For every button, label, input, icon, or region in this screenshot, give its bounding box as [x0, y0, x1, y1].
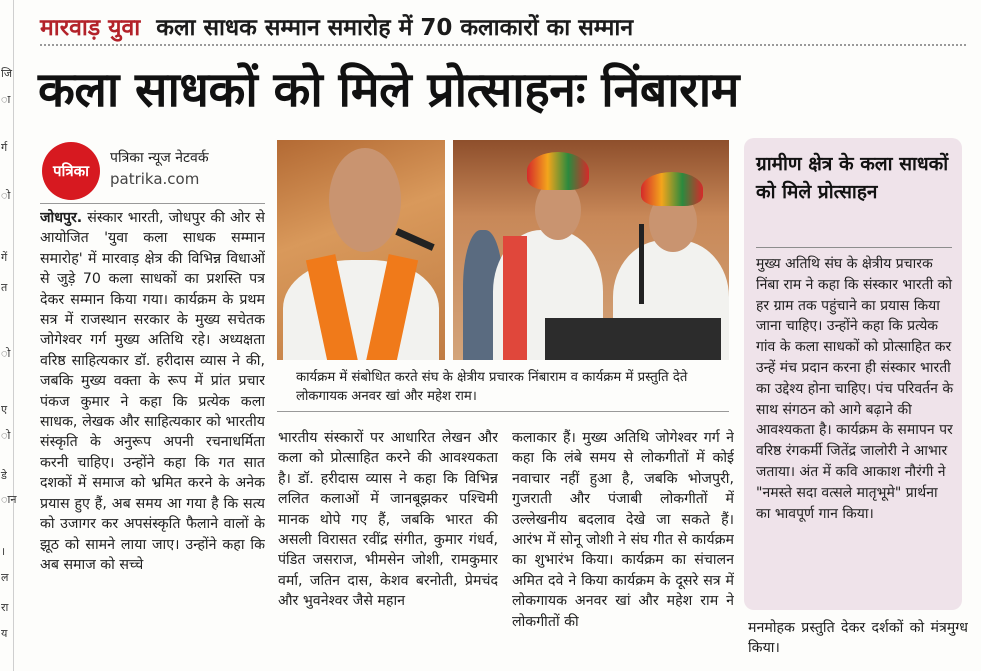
gutter-fragment: जि: [1, 67, 13, 80]
article-column-4: मनमोहक प्रस्तुति देकर दर्शकों को मंत्रमुग्ध किया।: [748, 620, 968, 657]
caption-divider: [277, 411, 729, 412]
sidebar-divider: [756, 247, 952, 248]
article-column-3: कलाकार हैं। मुख्य अतिथि जोगेश्वर गर्ग ने कहा कि लंबे समय से लोकगीतों में कोई नवाचार नहीं हुआ है, जबकि भोजपुरी, गुजराती और पंजाबी लोकगीतों में उल्लेखनीय बदलाव देखे जा सकते हैं। आरंभ में सोनू जोशी ने संघ गीत से कार्यक्रम का शुभारंभ किया। कार्यक्रम का संचालन अमित दवे ने किया कार्यक्रम के दूसरे सत्र में लोकगायक अनवर खां और महेश राम ने लोकगीतों की: [512, 430, 734, 630]
kicker-headline: [40, 10, 970, 44]
gutter-fragment: रा: [1, 601, 9, 614]
gutter-fragment: गें: [1, 251, 8, 264]
dateline: जोधपुर.: [40, 210, 83, 226]
sidebar-text: मुख्य अतिथि संघ के क्षेत्रीय प्रचारक निंबा राम ने कहा कि संस्कार भारती को हर ग्राम तक पहुंचाने का प्रयास किया जाना चाहिए। उन्होंने कहा कि प्रत्येक गांव के कला साधकों को प्रोत्साहित कर उन्हें मंच प्रदान करना ही संस्कार भारती का उद्देश्य होना चाहिए। पंच परिवर्तन के साथ संगठन को आगे बढ़ाने की आवश्यकता है। कार्यक्रम के समापन पर वरिष्ठ रंगकर्मी जितेंद्र जालोरी ने आभार जताया। अंत में कवि आकाश नौरंगी ने "नमस्ते सदा वत्सले मातृभूमे" प्रार्थना का भावपूर्ण गान किया।: [756, 256, 954, 522]
gutter-fragment: ो: [1, 429, 11, 442]
microphone: [395, 228, 434, 251]
microphone-stand: [639, 224, 644, 304]
photo-caption: कार्यक्रम में संबोधित करते संघ के क्षेत्रीय प्रचारक निंबाराम व कार्यक्रम में प्रस्तुति देते लोकगायक अनवर खां और महेश राम।: [296, 370, 688, 404]
kicker-text: कला साधक सम्मान समारोह में 70 कलाकारों का सम्मान: [156, 15, 634, 41]
gutter-fragment: ो: [1, 347, 11, 360]
sidebar-title: ग्रामीण क्षेत्र के कला साधकों को मिले प्रोत्साहन: [756, 153, 949, 203]
main-headline: कला साधकों को मिले प्रोत्साहनः निंबाराम: [38, 62, 739, 118]
article-column-1: [40, 208, 265, 670]
folk-singers-photo: [453, 140, 729, 360]
singer-turban: [527, 152, 589, 190]
gutter-fragment: य: [1, 627, 8, 640]
gutter-fragment: ा: [1, 93, 11, 106]
dotted-divider: [40, 44, 966, 46]
singer-shawl: [503, 236, 527, 360]
gutter-fragment: ।: [1, 545, 6, 558]
previous-article-edge: [0, 0, 17, 671]
column-text: संस्कार भारती, जोधपुर की ओर से आयोजित 'युवा कला साधक सम्मान समारोह' में मारवाड़ क्षेत्र की विभिन्न विधाओं से जुड़े 70 कला साधकों का प्रशस्ति पत्र देकर सम्मान किया गया। कार्यक्रम के प्रथम सत्र में राजस्थान सरकार के मुख्य सचेतक जोगेश्वर गर्ग मुख्य अतिथि रहे। अध्यक्षता वरिष्ठ साहित्यकार डॉ. हरीदास व्यास ने की, जबकि मुख्य वक्ता के रूप में प्रांत प्रचार पंकज कुमार ने कहा कि प्रत्येक कला साधक, लेखक और साहित्यकार को भारतीय संस्कृति के अनुरूप अपनी रचनाधर्मिता करनी चाहिए। उन्होंने कहा कि गत सात दशकों में समाज को भ्रमित करने के अनेक प्रयास हुए हैं, अब समय आ गया है कि सत्य को उजागर कर अपसंस्कृति फैलाने वालों के झूठ को सामने लाया जाए। उन्होंने कहा कि अब समाज को सच्चे: [40, 210, 265, 573]
podium: [545, 318, 721, 360]
singer-turban: [641, 172, 703, 206]
byline-site: patrika.com: [110, 170, 200, 188]
speaker-photo: [277, 140, 445, 360]
byline-network: पत्रिका न्यूज नेटवर्क: [110, 150, 209, 166]
gutter-fragment: ान: [1, 493, 17, 506]
speaker-kurta: [283, 260, 439, 360]
patrika-logo: पत्रिका: [42, 142, 100, 200]
gutter-fragment: ल: [1, 571, 9, 584]
byline-divider: [40, 203, 265, 204]
kicker-label: मारवाड़ युवा: [40, 15, 141, 41]
article-column-2: भारतीय संस्कारों पर आधारित लेखन और कला को प्रोत्साहित करने की आवश्यकता है। डॉ. हरीदास व्यास ने कहा कि विभिन्न ललित कलाओं में जानबूझकर पश्चिमी मानक थोपे गए हैं, जबकि भारत की असली विरासत रवींद्र संगीत, कुमार गंधर्व, पंडित जसराज, भीमसेन जोशी, रामकुमार वर्मा, जतिन दास, केशव बरनोती, प्रेमचंद और भुवनेश्वर जैसे महान: [278, 430, 498, 610]
gutter-fragment: डे: [1, 469, 7, 482]
gutter-fragment: र्ग: [1, 141, 8, 154]
gutter-fragment: ए: [1, 403, 8, 416]
speaker-head: [329, 148, 401, 252]
gutter-fragment: ो: [1, 189, 11, 202]
gutter-fragment: त: [1, 281, 8, 294]
